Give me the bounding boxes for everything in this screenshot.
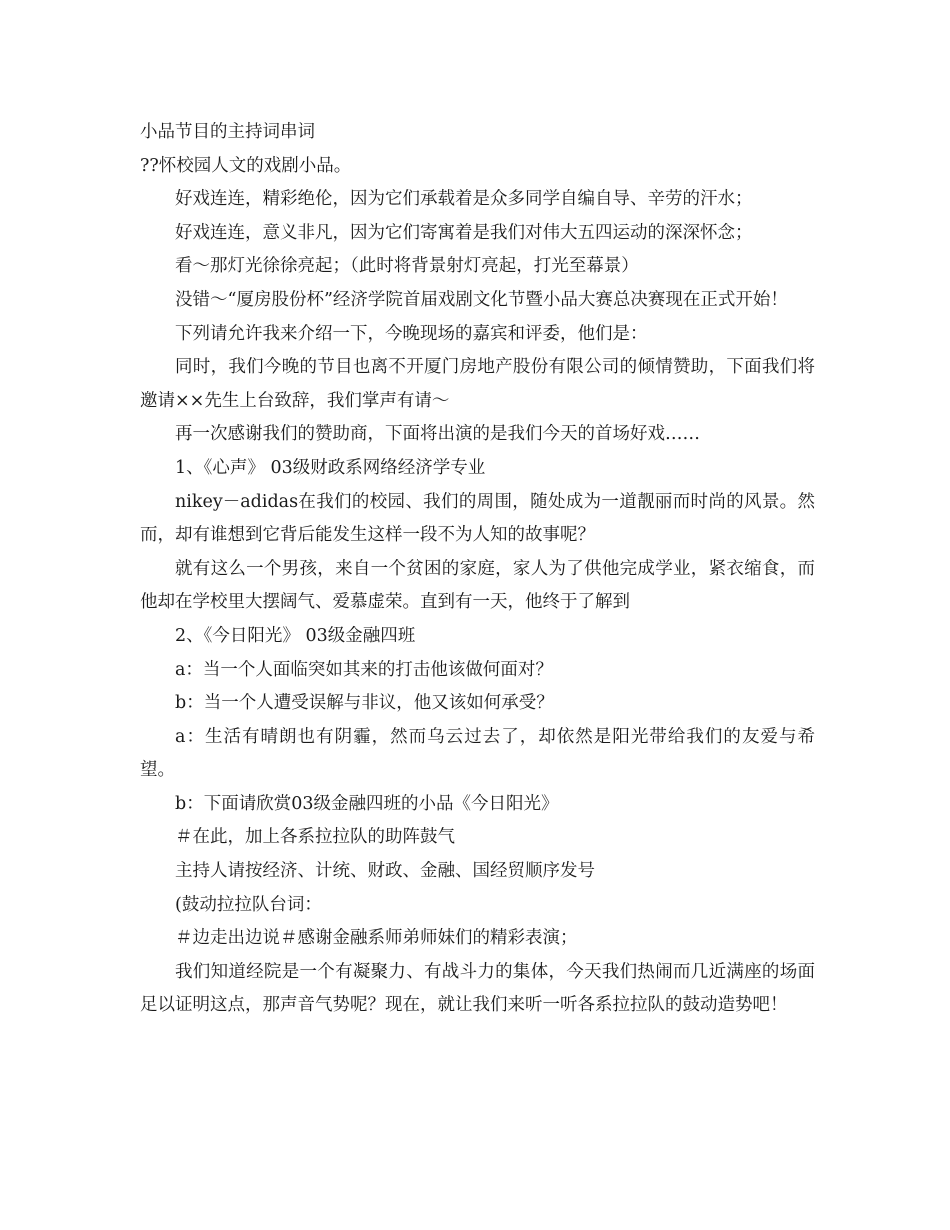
- paragraph: 同时，我们今晚的节目也离不开厦门房地产股份有限公司的倾情赞助，下面我们将邀请××先生上台致辞，我们掌声有请～: [140, 357, 815, 411]
- paragraph: nikey－adidas在我们的校园、我们的周围，随处成为一道靓丽而时尚的风景。然而，却有谁想到它背后能发生这样一段不为人知的故事呢？: [140, 491, 815, 546]
- paragraph: 2、《今日阳光》 03级金融四班: [175, 625, 416, 646]
- paragraph: 我们知道经院是一个有凝聚力、有战斗力的集体，今天我们热闹而几近满座的场面足以证明这点，那声音气势呢？现在，就让我们来听一听各系拉拉队的鼓动造势吧！: [140, 961, 815, 1016]
- paragraph: a：当一个人面临突如其来的打击他该做何面对？: [175, 659, 553, 680]
- paragraph: ＃在此，加上各系拉拉队的助阵鼓气: [175, 827, 455, 848]
- paragraph: 再一次感谢我们的赞助商，下面将出演的是我们今天的首场好戏……: [175, 424, 700, 445]
- paragraph: 就有这么一个男孩，来自一个贫困的家庭，家人为了供他完成学业，紧衣缩食，而他却在学校里大摆阔气、爱慕虚荣。直到有一天，他终于了解到: [140, 558, 815, 613]
- paragraph: 1、《心声》 03级财政系网络经济学专业: [175, 457, 486, 478]
- paragraph: b：下面请欣赏03级金融四班的小品《今日阳光》: [175, 793, 559, 814]
- paragraph-list: [140, 150, 815, 1023]
- paragraph: 下列请允许我来介绍一下，今晚现场的嘉宾和评委，他们是：: [175, 323, 648, 344]
- document-title: 小品节目的主持词串词: [140, 122, 315, 142]
- paragraph: 好戏连连，精彩绝伦，因为它们承载着是众多同学自编自导、辛劳的汗水；: [175, 189, 753, 210]
- paragraph: ＃边走出边说＃感谢金融系师弟师妹们的精彩表演；: [175, 928, 578, 949]
- paragraph: (鼓动拉拉队台词：: [175, 894, 322, 915]
- paragraph: 看～那灯光徐徐亮起；（此时将背景射灯亮起，打光至幕景）: [175, 256, 639, 277]
- paragraph: a：生活有晴朗也有阴霾，然而乌云过去了，却依然是阳光带给我们的友爱与希望。: [140, 726, 815, 781]
- document-body: [140, 116, 815, 1023]
- paragraph: 主持人请按经济、计统、财政、金融、国经贸顺序发号: [175, 861, 595, 882]
- paragraph: b：当一个人遭受误解与非议，他又该如何承受？: [175, 693, 554, 714]
- paragraph: 好戏连连，意义非凡，因为它们寄寓着是我们对伟大五四运动的深深怀念；: [175, 222, 753, 243]
- paragraph: 没错～“厦房股份杯”经济学院首届戏剧文化节暨小品大赛总决赛现在正式开始！: [175, 289, 788, 310]
- paragraph: ??怀校园人文的戏剧小品。: [140, 155, 352, 176]
